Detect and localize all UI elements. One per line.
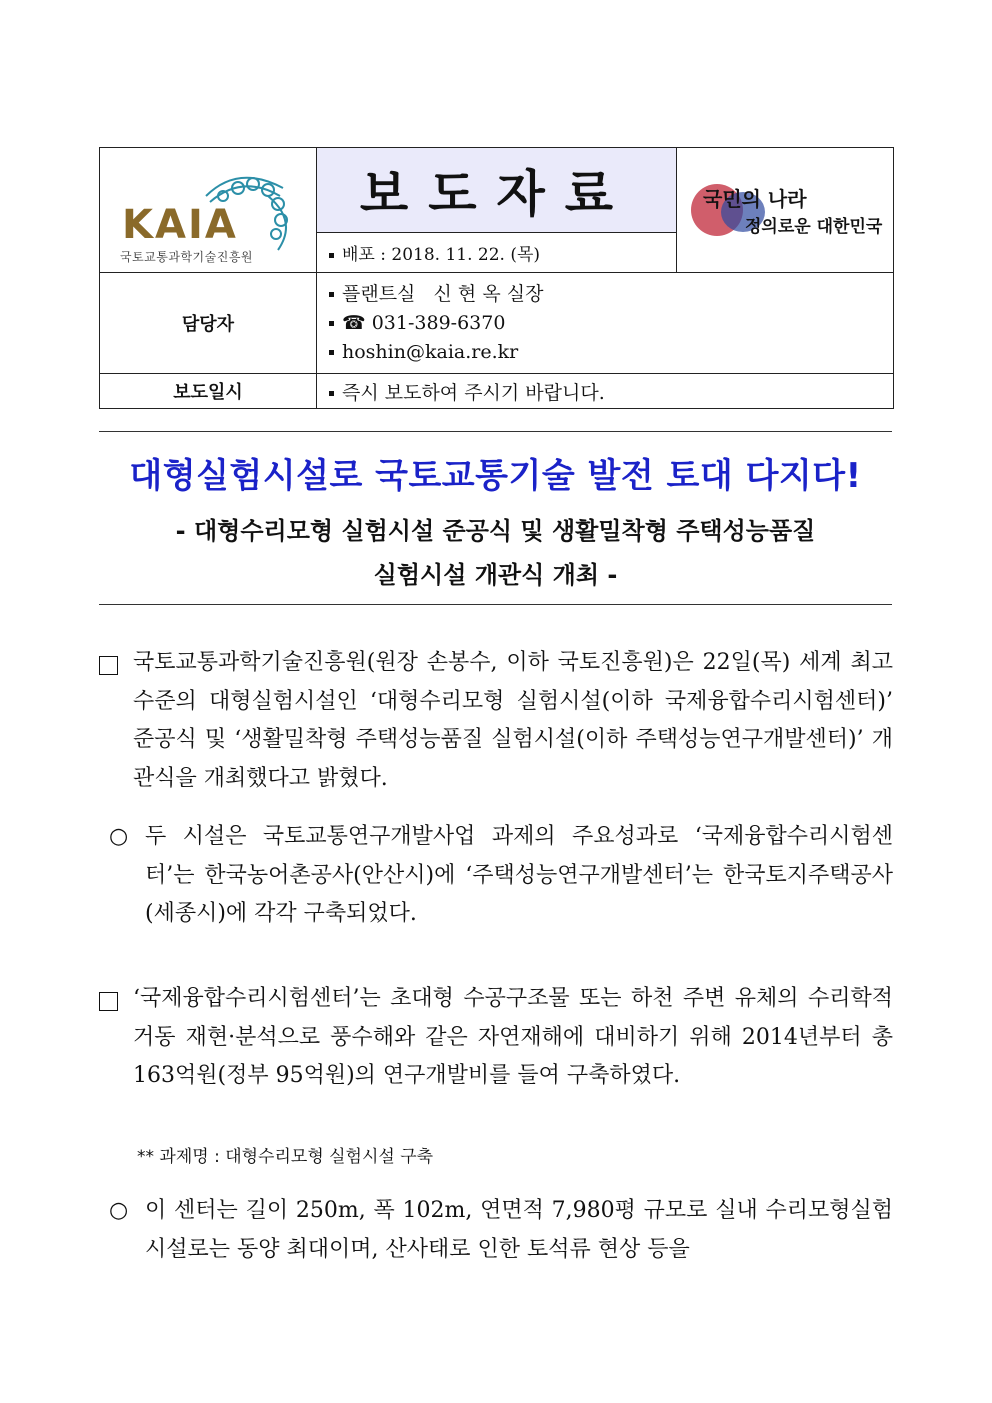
contact-label: 담당자 (100, 273, 317, 374)
slogan-line2: 정의로운 대한민국 (745, 217, 883, 237)
release-label: 보도일시 (100, 374, 317, 409)
contact-dept: 플랜트실 신 현 옥 실장 (342, 282, 544, 305)
circle-bullet-1: ○ (109, 824, 129, 849)
release-date-text: 배포 : 2018. 11. 22. (목) (342, 245, 541, 266)
release-text: 즉시 보도하여 주시기 바랍니다. (342, 381, 605, 404)
checkbox-bullet-icon (99, 992, 118, 1011)
page-title: 보도자료 (317, 148, 677, 233)
contact-info (317, 273, 894, 374)
bullet-icon (329, 391, 334, 396)
bullet-icon (329, 350, 334, 355)
bullet-icon (329, 292, 334, 297)
release-info (317, 374, 894, 409)
paragraph-1: 국토교통과학기술진흥원(원장 손봉수, 이하 국토진흥원)은 22일(목) 세계 최고 수준의 대형실험시설인 ‘대형수리모형 실험시설(이하 국제융합수리시험센터)’ 준공식 및 ‘생활밀착형 주택성능품질 실험시설(이하 주택성능연구개발센터)’ 개관식을 개최했다고 밝혔다. (133, 650, 893, 791)
press-release-header-table (99, 147, 894, 409)
bullet-icon (329, 253, 334, 258)
subtitle-line1: - 대형수리모형 실험시설 준공식 및 생활밀착형 주택성능품질 (175, 517, 816, 545)
slogan-cell (677, 148, 894, 273)
release-date (317, 233, 677, 273)
slogan-logo-icon (685, 174, 885, 246)
bullet-icon (329, 321, 334, 326)
footnote: ** 과제명 : 대형수리모형 실험시설 구축 (137, 1147, 434, 1167)
kaia-logo-text: KAIA (122, 202, 238, 248)
kaia-logo-cell (100, 148, 317, 273)
slogan-line1: 국민의 나라 (703, 187, 807, 211)
divider-top (99, 431, 892, 432)
paragraph-3: ‘국제융합수리시험센터’는 초대형 수공구조물 또는 하천 주변 유체의 수리학적 거동 재현·분석으로 풍수해와 같은 자연재해에 대비하기 위해 2014년부터 총 163억원(정부 95억원)의 연구개발비를 들여 구축하였다. (133, 986, 893, 1088)
subtitle-line2: 실험시설 개관식 개최 - (373, 561, 618, 589)
circle-bullet-2: ○ (109, 1198, 129, 1223)
checkbox-bullet-icon (99, 656, 118, 675)
paragraph-4: 이 센터는 길이 250m, 폭 102m, 연면적 7,980평 규모로 실내 수리모형실험시설로는 동양 최대이며, 산사태로 인한 토석류 현상 등을 (145, 1198, 893, 1262)
headline: 대형실험시설로 국토교통기술 발전 토대 다지다! (129, 456, 862, 496)
contact-email: hoshin@kaia.re.kr (342, 340, 519, 363)
contact-phone: ☎ 031-389-6370 (342, 311, 506, 334)
kaia-logo-subtext: 국토교통과학기술진흥원 (120, 250, 254, 264)
divider-bottom (99, 604, 892, 605)
paragraph-2: 두 시설은 국토교통연구개발사업 과제의 주요성과로 ‘국제융합수리시험센터’는 한국농어촌공사(안산시)에 ‘주택성능연구개발센터’는 한국토지주택공사(세종시)에 각각 구축되었다. (145, 824, 893, 926)
